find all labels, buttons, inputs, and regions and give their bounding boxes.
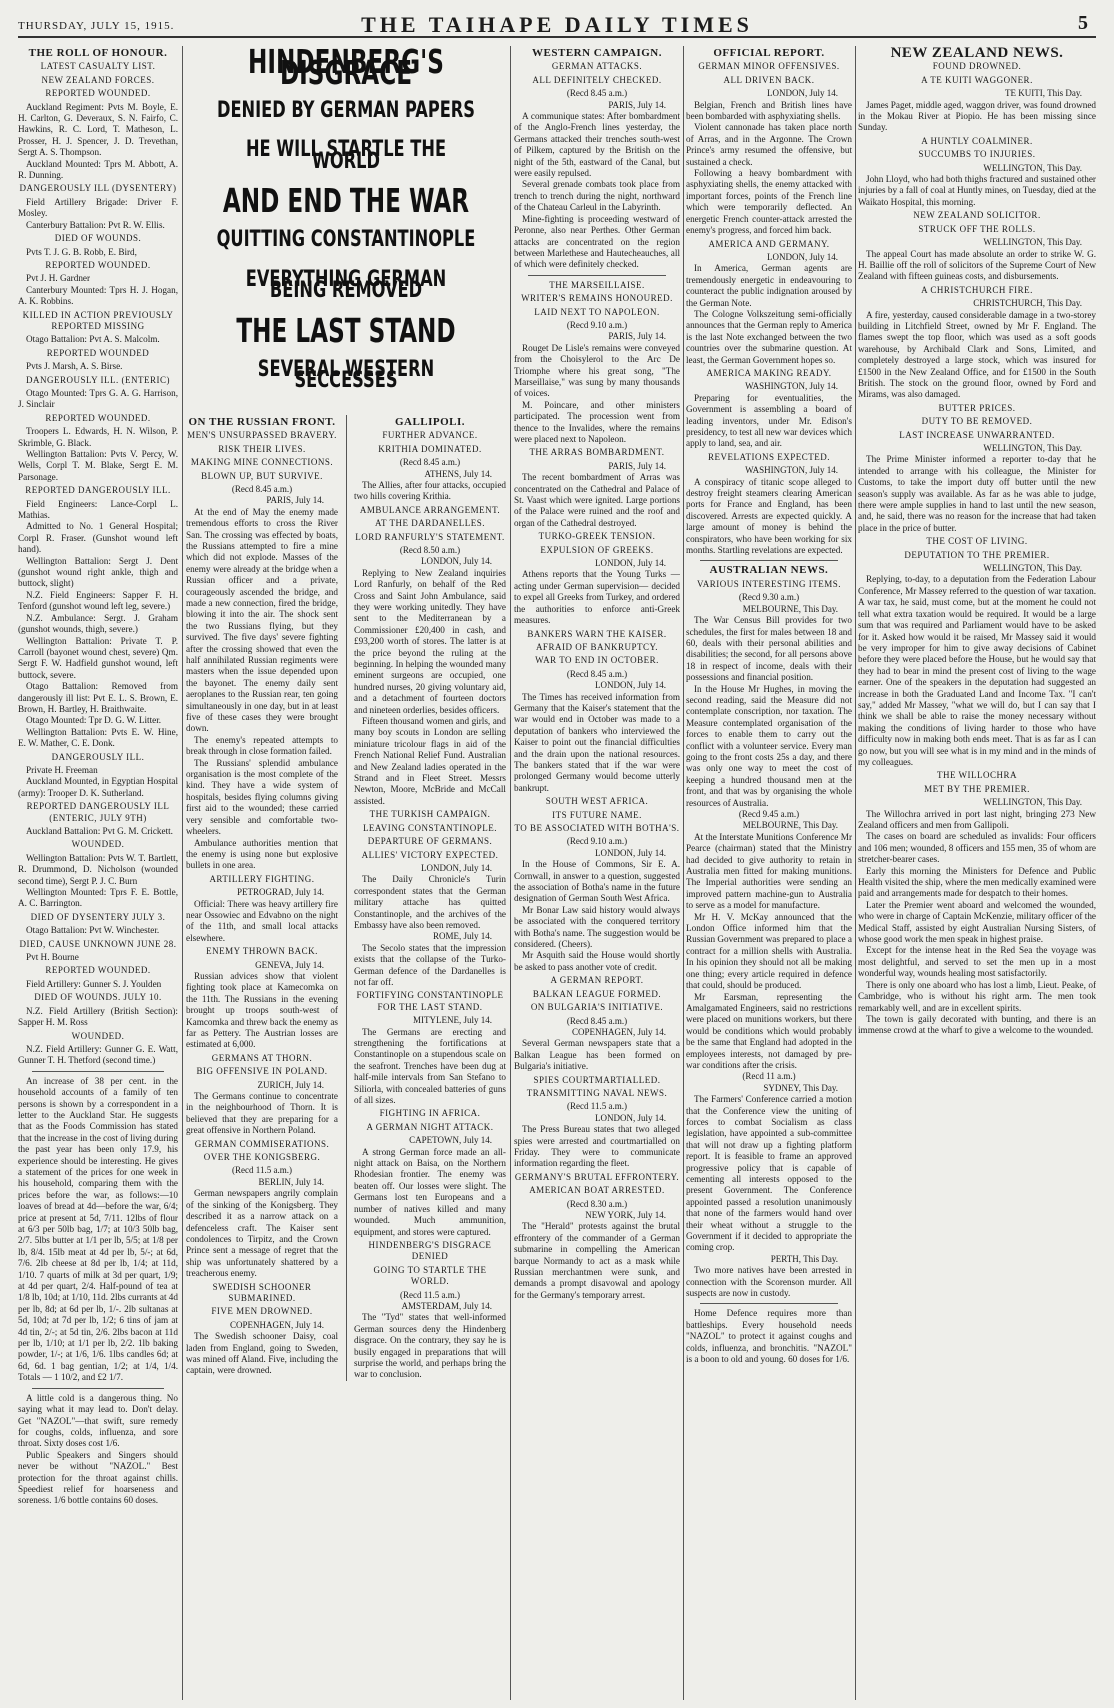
divider — [32, 1388, 164, 1389]
paragraph: James Paget, middle aged, waggon driver, was found drowned in the Mokau River at Piopio. He has been missing since Sunday. — [858, 99, 1096, 133]
paragraph: A fire, yesterday, caused considerable damage in a two-storey building in Litchfield Street, owned by Mr F. England. The flames swept the top floor, which was used as a soft goods warehouse, by Archibald Clark and Sons, Limited, and completely destroyed a large stock, which was insured for £1500 in the New Zealand Office, and for £1500 in the South British. The stock on the ground floor, owned by Ford and Mirams, was also damaged. — [858, 309, 1096, 400]
paragraph: The Secolo states that the impression exists that the collapse of the Turko-German defence of the Dardanelles is not far off. — [354, 942, 506, 987]
subhead: LAST INCREASE UNWARRANTED. — [899, 429, 1055, 440]
paragraph: Several grenade combats took place from trench to trench during the night, northward of the Chateau Carleul in the Labyrinth. — [514, 179, 680, 213]
paragraph: M. Poincare, and other ministers participated. The procession went from thence to the Invalides, where the remains were placed next to Napoleon. — [514, 399, 680, 444]
advertisement: Public Speakers and Singers should never be without "NAZOL." Best protection for the throat against chills. Speediest relief for hoarseness and soreness. 1/6 bottle contains 60 doses. — [18, 1449, 178, 1506]
paragraph: The "Herald" protests against the brutal effrontery of the commander of a German submarine in compelling the American barque Normandy to act as a mask while Russian merchantmen were sunk, and demands a prompt disavowal and apology for the Germany's temporary arrest. — [514, 1221, 680, 1300]
subhead: KILLED IN ACTION PREVIOUSLY REPORTED MISSING — [22, 309, 174, 331]
dateline: (Recd 8.45 a.m.) — [566, 668, 628, 679]
subhead: REVELATIONS EXPECTED. — [708, 451, 830, 462]
paragraph: Field Artillery Brigade: Driver F. Mosley. — [18, 196, 178, 219]
advertisement: Home Defence requires more than battleships. Every household needs "NAZOL" to protect it against coughs and colds, influenza, and bronchitis. "NAZOL" is a boon to old and young. 60 doses for 1/6. — [686, 1308, 852, 1365]
headline: HE WILL STARTLE THE WORLD — [245, 137, 447, 174]
paragraph: Mr Asquith said the House would shortly be asked to pass another vote of credit. — [514, 950, 680, 972]
paragraph: A communique states: After bombardment of the Anglo-French lines yesterday, the Germans attacked their trenches south-west of Pilkem, captured by the British on the night of the 5th, eastward of the Canal, but were easily repulsed. — [514, 111, 680, 179]
place-date: CHRISTCHURCH, This Day. — [973, 298, 1082, 309]
place-date: LONDON, July 14. — [595, 847, 666, 858]
headline: HINDENBERG'S DISGRACE — [248, 46, 444, 93]
column-divider — [510, 46, 511, 1700]
subhead: WRITER'S REMAINS HONOURED. — [521, 293, 673, 304]
subhead: THE ARRAS BOMBARDMENT. — [529, 447, 665, 458]
subhead: AFRAID OF BANKRUPTCY. — [535, 641, 659, 652]
dateline: (Recd 8.45 a.m.) — [231, 483, 293, 494]
subhead: FURTHER ADVANCE. — [382, 430, 478, 441]
paragraph: Mine-fighting is proceeding westward of Peronne, also near Perthes. Other German attacks are concentrated on the region between Marlethese and Hautecheauches, all of which were definitely checked. — [514, 213, 680, 270]
paragraph: The town is gaily decorated with bunting, and there is an immense crowd at the wharf to give a welcome to the wounded. — [858, 1013, 1096, 1036]
paragraph: In the House of Commons, Sir E. A. Cornwall, in answer to a question, suggested the association of Botha's name in the future designation of German South West Africa. — [514, 859, 680, 904]
paragraph: Otago Mounted: Tprs G. A. G. Harrison, J. Sinclair — [18, 387, 178, 410]
dateline: (Recd 11.5 a.m.) — [567, 1101, 627, 1112]
paragraph: A strong German force made an all-night attack on Baisa, on the Northern Rhodesian frontier. The enemy was beaten off. Our losses were slight. The Germans lost ten Europeans and a number of natives killed and many wounded. Much ammunition, equipment, and stores were captured. — [354, 1146, 506, 1237]
subhead: ENEMY THROWN BACK. — [206, 946, 318, 957]
paragraph: Otago Battalion: Pvt W. Winchester. — [26, 925, 160, 936]
subhead: DEPUTATION TO THE PREMIER. — [904, 549, 1050, 560]
dateline: (Recd 8.30 a.m.) — [566, 1198, 628, 1209]
section-title: NEW ZEALAND NEWS. — [890, 46, 1064, 61]
paragraph: The Press Bureau states that two alleged spies were arrested and courtmartialled on Friday. They were to communicate information regarding the fleet. — [514, 1124, 680, 1169]
paragraph: Violent cannonade has taken place north of Arras, and in the Argonne. The Crown Prince's army resumed the offensive, but sustained a check. — [686, 122, 852, 167]
paragraph: In the House Mr Hughes, in moving the second reading, said the Measure did not contemplate conscription, nor taxation. The Measure contemplated organisation of the forces to enable them to carry out the conflict with a volunteer service. Every man going to the front costs 25s a day, and there was only one way to meet the cost of keeping a hundred thousand men at the front, and that was by organising the whole resources of Australia. — [686, 683, 852, 808]
paragraph: Auckland Regiment: Pvts M. Boyle, E. H. Carlton, G. Deveraux, S. N. Fairfo, C. Hawkins, R. C. Lord, T. Matheson, L. Prosser, H. J. Spencer, J. D. Trevethan, Sergt A. S. Thompson. — [18, 101, 178, 158]
paragraph: Ambulance authorities mention that the enemy is using none but explosive bullets in one area. — [186, 837, 338, 871]
paragraph: At the end of May the enemy made tremendous efforts to cross the River San. The crossing was effected by boats, the Russians attempted to fire a mine which did not explode. Masses of the enemy were already at the bridge when a Russian officer and a private, courageously ascended the bridge, and made a new connection, fired the bridge, blowing it into the air. The shock sent the two Russians flying, but they survived. The five days' severe fighting after the crossing showed that even the half annihilated Russian regiments were masters when the issue depended upon the bayonet. The enemy daily sent aeroplanes to the Russian rear, ten going simultaneously in one day, but in at least five of these cases they were brought down. — [186, 506, 338, 734]
paragraph: The Cologne Volkszeitung semi-officially announces that the German reply to America is the last Note exchanged between the two countries over the submarine question. At least, the German Government hopes so. — [686, 308, 852, 365]
column-western-campaign — [514, 46, 680, 1700]
subhead: BLOWN UP, BUT SURVIVE. — [201, 470, 323, 481]
section-title: GALLIPOLI. — [394, 415, 466, 428]
place-date: GENEVA, July 14. — [255, 959, 324, 970]
paragraph: The Times has received information from Germany that the Kaiser's statement that the war would end in October was made to a deputation of bankers who interviewed the Kaiser to point out the financial difficulties and the drain upon the national resources. The bankers stated that if the war were prolonged Germany would become utterly bankrupt. — [514, 691, 680, 793]
place-date: MELBOURNE, This Day. — [742, 820, 838, 831]
paragraph: John Lloyd, who had both thighs fractured and sustained other injuries by a fall of coal at Huntly mines, on Tuesday, died at the Waikato Hospital, this morning. — [858, 174, 1096, 207]
subhead: THE WILLOCHRA — [936, 770, 1018, 781]
paragraph: At the Interstate Munitions Conference Mr Pearce (chairman) stated that the Ministry had decided to give authority to retain in Australia men fitted for making munitions. The Imperial authorities were sending an improved pattern machine-gun to Australia to serve as a model for manufacture. — [686, 831, 852, 911]
place-date: LONDON, July 14. — [595, 558, 666, 569]
place-date: ZURICH, July 14. — [257, 1079, 324, 1090]
subhead: ARTILLERY FIGHTING. — [209, 873, 315, 884]
paragraph: Russian advices show that violent fighting took place at Kamecomka on the 11th. The Russians in the evening brought up troops south-west of Kamcomka and threw back the enemy as far as Pettery. The Austrian losses are estimated at 6,000. — [186, 970, 338, 1050]
subhead: REPORTED WOUNDED. — [45, 965, 151, 976]
paragraph: Mr Bonar Law said history would always be associated with the conquered territory with Botha's name. The suggestion would be considered. (Cheers). — [514, 904, 680, 950]
russian-front-column — [186, 415, 338, 1381]
place-date: WELLINGTON, This Day. — [983, 237, 1082, 248]
paragraph: Pvts J. Marsh, A. S. Birse. — [26, 361, 123, 372]
paragraph: Wellington Battalion: Private T. P. Carroll (bayonet wound chest, severe) Qm. Sergt F. W. Hadfield gunshot wound, left buttock, severe. — [18, 635, 178, 680]
place-date: COPENHAGEN, July 14. — [229, 1319, 324, 1330]
subhead: ON BULGARIA'S INITIATIVE. — [530, 1002, 664, 1013]
paragraph: Fifteen thousand women and girls, and many boy scouts in London are selling miniature tricolour flags in aid of the French National Relief Fund. Australian and New Zealand ladies operated in the Strand and in Fleet Street. Messrs Newton, Moore, McBride and McCall assisted. — [354, 716, 506, 806]
place-date: WASHINGTON, July 14. — [745, 381, 838, 392]
place-date: TE KUITI, This Day. — [1005, 88, 1082, 99]
issue-date: THURSDAY, JULY 15, 1915. — [18, 20, 175, 32]
subhead: LATEST CASUALTY LIST. — [40, 61, 156, 72]
column-roll-of-honour — [18, 46, 178, 1700]
headline: THE LAST STAND — [236, 310, 456, 350]
divider — [700, 560, 838, 561]
paragraph: The Willochra arrived in port last night, bringing 273 New Zealand officers and men from Gallipoli. — [858, 808, 1096, 830]
paragraph: The Germans continue to concentrate in the neighbourhood of Thorn. It is believed that they are preparing for a great offensive in Northern Poland. — [186, 1091, 338, 1136]
subhead: FIGHTING IN AFRICA. — [379, 1108, 481, 1119]
headline: SEVERAL WESTERN SECCESSES — [257, 357, 435, 394]
paragraph: Replying to New Zealand inquiries Lord Ranfurly, on behalf of the Red Cross and Saint John Ambulance, said they were working unitedly. They have sent to the Mediterranean by a Commissioner £20,400 in cash, and £93,200 worth of stores. The latter is at the price beyond the ruling at the beginning. In helping the wounded many eminent surgeons are occupied, one hundred nurses, 20 giving voluntary aid, and a detachment of fourteen doctors and nineteen orderlies, besides officers. — [354, 567, 506, 715]
paragraph: There is only one aboard who has lost a limb, Lieut. Peake, of Cambridge, who is without his right arm. The men took remarkably well, and are in excellent spirits. — [858, 979, 1096, 1013]
subhead: EXPULSION OF GREEKS. — [540, 544, 654, 555]
dateline: (Recd 9.30 a.m.) — [738, 592, 800, 603]
paragraph: Private H. Freeman — [26, 764, 98, 775]
paragraph: The enemy's repeated attempts to break through in close formation failed. — [186, 734, 338, 757]
subhead: THE MARSEILLAISE. — [549, 279, 645, 290]
place-date: PARIS, July 14. — [266, 495, 324, 506]
dateline: (Recd 8.45 a.m.) — [399, 457, 461, 468]
paragraph: Following a heavy bombardment with asphyxiating shells, the enemy attacked with important forces, points of the French line which were temporarily deflected. An energetic French counter-attack arrested the enemy's progress, and forced him back. — [686, 168, 852, 236]
subhead: GERMAN MINOR OFFENSIVES. — [698, 61, 840, 72]
paragraph: Field Artillery: Gunner S. J. Youlden — [26, 978, 162, 989]
divider — [528, 275, 666, 276]
subhead: MEN'S UNSURPASSED BRAVERY. — [187, 430, 337, 441]
place-date: SYDNEY, This Day. — [763, 1082, 838, 1093]
column-divider — [182, 46, 183, 1700]
divider — [700, 1303, 838, 1304]
subhead: REPORTED WOUNDED. — [45, 88, 151, 99]
place-date: ATHENS, July 14. — [424, 468, 492, 479]
paragraph: Auckland Mounted: Tprs M. Abbott, A. R. Dunning. — [18, 158, 178, 181]
page-number: 5 — [1078, 12, 1088, 34]
paragraph: N.Z. Field Engineers: Sapper F. H. Tenford (gunshot wound left leg, severe.) — [18, 589, 178, 612]
subhead: BIG OFFENSIVE IN POLAND. — [196, 1066, 328, 1077]
subhead: A GERMAN REPORT. — [550, 975, 644, 986]
subhead: ALL DEFINITELY CHECKED. — [532, 74, 662, 85]
column-divider — [855, 46, 856, 1700]
subhead: DANGEROUSLY ILL (DYSENTERY) — [19, 183, 177, 194]
place-date: LONDON, July 14. — [767, 251, 838, 262]
paragraph: The Farmers' Conference carried a motion that the Conference view the uniting of forces to combat Socialism as class legislation, have appointed a sub-committee that will not draw up a fighting platform report. It is feasible to frame an approved progressive policy that is capable of cementing all interests opposed to the present Government. The Conference appointed passed a resolution unanimously that none of the farmers would hand over their wheat without a struggle to the Government if it decided to appropriate the coming crop. — [686, 1094, 852, 1253]
place-date: PARIS, July 14. — [608, 331, 666, 342]
subhead: WOUNDED. — [71, 839, 125, 850]
subhead: GOING TO STARTLE THE WORLD. — [373, 1264, 487, 1287]
paragraph: Canterbury Mounted: Tprs H. J. Hogan, A. K. Robbins. — [18, 284, 178, 307]
paragraph: Athens reports that the Young Turks —acting under German supervision— decided to expel all Greeks from Turkey, and ordered the authorities to enforce anti-Greek measures. — [514, 569, 680, 626]
dateline: (Recd 9.45 a.m.) — [738, 809, 800, 819]
subhead: DEPARTURE OF GERMANS. — [367, 836, 493, 847]
subhead: GERMAN ATTACKS. — [551, 61, 643, 72]
subhead: THE COST OF LIVING. — [926, 536, 1028, 547]
subhead: TURKO-GREEK TENSION. — [538, 531, 656, 542]
paragraph: German newspapers angrily complain of the sinking of the Konigsberg. They described it as a narrow attack on a defenceless craft. The Kaiser sent condolences to Tirpitz, and the Crown Prince sent a message of regret that the ship was unfortunately shattered by a treacherous enemy. — [186, 1188, 338, 1279]
paragraph: Belgian, French and British lines have been bombarded with asphyxiating shells. — [686, 99, 852, 122]
place-date: LONDON, July 14. — [595, 680, 666, 691]
place-date: WELLINGTON, This Day. — [983, 443, 1082, 453]
subhead: TRANSMITTING NAVAL NEWS. — [526, 1087, 668, 1098]
subhead: LAID NEXT TO NAPOLEON. — [534, 306, 660, 317]
section-title: ON THE RUSSIAN FRONT. — [188, 415, 336, 428]
paragraph: Mr H. V. McKay announced that the London Office informed him that the Russian Government was prepared to place a contract for a million shells with Australia. In his opinion they should not all be making one thing; every article required in defence that could, should be produced. — [686, 911, 852, 991]
subhead: FIVE MEN DROWNED. — [211, 1306, 313, 1317]
paragraph: Rouget De Lisle's remains were conveyed from the Choisylerol to the Arc De Triomphe where his great song, "The Marseillaise," was sung by many thousands of voices. — [514, 342, 680, 399]
subhead: ITS FUTURE NAME. — [552, 809, 642, 820]
subhead: MET BY THE PREMIER. — [924, 783, 1030, 794]
paragraph: N.Z. Ambulance: Sergt. J. Graham (gunshot wounds, thigh, severe.) — [18, 612, 178, 635]
place-date: MITYLENE, July 14. — [413, 1015, 492, 1026]
subhead: REPORTED WOUNDED. — [45, 259, 151, 270]
paragraph: Pvts T. J. G. B. Robb, E. Bird, — [26, 246, 137, 257]
dateline: (Recd 9.10 a.m.) — [566, 836, 628, 847]
paragraph: The War Census Bill provides for two schedules, the first for males between 18 and 60, deals with their personal abilities and disabilities; the second, for all persons above 18 in respect of income, deals with their possessions and financial position. — [686, 615, 852, 683]
dateline: (Recd 8.50 a.m.) — [399, 544, 461, 555]
dateline: (Recd 11.5 a.m.) — [232, 1165, 292, 1176]
war-news-body — [186, 415, 506, 1381]
paragraph: The Allies, after four attacks, occupied two hills covering Krithia. — [354, 479, 506, 502]
subhead: ALLIES' VICTORY EXPECTED. — [361, 849, 499, 860]
subhead: ALL DRIVEN BACK. — [723, 74, 815, 85]
place-date: BERLIN, July 14. — [258, 1176, 324, 1187]
section-title: AUSTRALIAN NEWS. — [709, 564, 829, 577]
paragraph: Two more natives have been arrested in connection with the Scorenson murder. All suspects are now in custody. — [686, 1265, 852, 1299]
subhead: A CHRISTCHURCH FIRE. — [921, 284, 1033, 295]
paragraph: Canterbury Battalion: Pvt R. W. Ellis. — [26, 219, 165, 230]
gallipoli-column — [346, 415, 506, 1381]
paragraph: In America, German agents are tremendously energetic in endeavouring to counteract the public indignation aroused by the German Note. — [686, 263, 852, 308]
subhead: HINDENBERG'S DISGRACE DENIED — [368, 1239, 492, 1262]
paragraph: Mr Earsman, representing the Amalgamated Engineers, said no restrictions were placed on munitions workers, but there would be conditions which would probably be the same that England had adopted in the employees interests, not damaged by pre-war conditions after the crisis. — [686, 991, 852, 1070]
paragraph: The "Tyd" states that well-informed German sources deny the Hindenberg disgrace. On the contrary, they say he is busily engaged in preparations that will surprise the world, and perhaps bring the war to conclusion. — [354, 1312, 506, 1380]
subhead: BALKAN LEAGUE FORMED. — [532, 988, 662, 999]
paragraph: Later the Premier went aboard and welcomed the wounded, who were in charge of Captain McKenzie, military officer of the Medical Staff, assisted by eight Australian Nursing Sisters, of whose good work the men speak in highest praise. — [858, 899, 1096, 945]
newspaper-title: THE TAIHAPE DAILY TIMES — [361, 12, 753, 37]
subhead: AT THE DARDANELLES. — [375, 518, 485, 529]
paragraph: Official: There was heavy artillery fire near Ossowiec and Edvabno on the night of the 11th, and small local attacks elsewhere. — [186, 898, 338, 943]
subhead: A HUNTLY COALMINER. — [921, 135, 1033, 146]
place-date: LONDON, July 14. — [421, 862, 492, 873]
subhead: STRUCK OFF THE ROLLS. — [918, 223, 1036, 234]
place-date: WASHINGTON, July 14. — [745, 465, 838, 476]
column-official-report — [686, 46, 852, 1700]
subhead: NEW ZEALAND FORCES. — [41, 74, 155, 85]
subhead: A TE KUITI WAGGONER. — [921, 74, 1033, 85]
subhead: WAR TO END IN OCTOBER. — [535, 655, 659, 666]
place-date: WELLINGTON, This Day. — [983, 797, 1082, 808]
subhead: SUCCUMBS TO INJURIES. — [918, 149, 1036, 160]
place-date: COPENHAGEN, July 14. — [571, 1026, 666, 1037]
advertisement: A little cold is a dangerous thing. No saying what it may lead to. Don't delay. Get "NAZOL"—that swift, sure remedy for coughs, colds, influenza, and sore throat. Sixty doses cost 1/6. — [18, 1392, 178, 1449]
place-date: LONDON, July 14. — [421, 556, 492, 567]
place-date: LONDON, July 14. — [767, 88, 838, 99]
place-date: PARIS, July 14. — [608, 99, 666, 110]
subhead: LORD RANFURLY'S STATEMENT. — [355, 531, 505, 542]
headline: QUITTING CONSTANTINOPLE — [216, 227, 476, 253]
paragraph: Field Engineers: Lance-Corpl L. Mathias. — [18, 498, 178, 521]
divider — [32, 1071, 164, 1072]
place-date: PARIS, July 14. — [608, 460, 666, 471]
subhead: BUTTER PRICES. — [938, 402, 1016, 413]
paragraph: The appeal Court has made absolute an order to strike W. G. H. Baillie off the roll of solicitors of the Supreme Court of New Zealand with fifteen guineas costs, and disbursements. — [858, 248, 1096, 282]
subhead: MAKING MINE CONNECTIONS. — [190, 457, 334, 468]
paragraph: Several German newspapers state that a Balkan League has been formed on Bulgaria's initiative. — [514, 1038, 680, 1072]
headline: AND END THE WAR — [222, 181, 470, 221]
paragraph: Wellington Battalion: Pvts V. Percy, W. Wells, Corpl T. M. Blake, Sergt E. M. Parsonage. — [18, 449, 178, 482]
place-date: PERTH, This Day. — [770, 1253, 838, 1264]
paragraph: The Germans are erecting and strengthening the fortifications at Constantinople on a stupendous scale on the seafront. Trenches have been dug at half-mile intervals from San Stefano to Siliorla, with concealed batteries of guns of all sizes. — [354, 1026, 506, 1106]
subhead: DIED OF WOUNDS. — [54, 233, 142, 244]
paragraph: The recent bombardment of Arras was concentrated on the Cathedral and Palace of St. Vaast which were ignited. Large portions of the Palace were ruined and the roof and organ of the Cathedral destroyed. — [514, 472, 680, 528]
subhead: DANGEROUSLY ILL. — [51, 751, 145, 762]
subhead: AMERICA MAKING READY. — [706, 367, 832, 378]
subhead: DIED, CAUSE UNKNOWN JUNE 28. — [19, 938, 177, 949]
subhead: LEAVING CONSTANTINOPLE. — [362, 822, 498, 833]
paragraph: Auckland Mounted, in Egyptian Hospital (army): Trooper D. K. Sutherland. — [18, 776, 178, 798]
paragraph: Pvt J. H. Gardner — [26, 273, 91, 284]
paragraph: Replying, to-day, to a deputation from the Federation Labour Conference, Mr Massey referred to the question of war taxation. A war tax, he said, must come, but at the moment he could not tell what extra taxation would be required. It would be a large sum that was required and Parliament would have to be asked for it. Asked how would it be raised, Mr Massey said it would be very improper for him to give away decisions of Cabinet before they were placed before the House, but he would say that they had to bear in mind the present cost of living to the wage earner. One of the speakers in the deputation had suggested an increase in both the Graduated Land and Income Tax. "I can't say," added Mr Massey, "what we will do, but I can say that I think we shall be able to raise the money necessary without making the conditions of living harder to those who have difficulty now in making both ends meet. That is as far as I can go now, but you will see what is in my mind and in the minds of my colleagues. — [858, 574, 1096, 767]
subhead: DANGEROUSLY ILL. (ENTERIC) — [26, 374, 170, 385]
headline: DENIED BY GERMAN PAPERS — [216, 97, 475, 123]
subhead: VARIOUS INTERESTING ITEMS. — [696, 578, 842, 589]
paragraph: The Daily Chronicle's Turin correspondent states that the German military attache has quitted Constantinople, and the archives of the Embassy have also been removed. — [354, 874, 506, 930]
place-date: NEW YORK, July 14. — [585, 1210, 666, 1220]
subhead: SOUTH WEST AFRICA. — [545, 796, 649, 807]
subhead: AMERICA AND GERMANY. — [708, 238, 830, 249]
paragraph: Admitted to No. 1 General Hospital; Corpl R. Fraser. (Gunshot wound left hand). — [18, 521, 178, 555]
section-title: OFFICIAL REPORT. — [713, 47, 825, 59]
dateline: (Recd 9.10 a.m.) — [566, 319, 628, 330]
column-war-headlines — [186, 46, 506, 1700]
subhead: FORTIFYING CONSTANTINOPLE FOR THE LAST STAND. — [356, 990, 504, 1012]
section-title: THE ROLL OF HONOUR. — [28, 47, 168, 59]
dateline: (Recd 11 a.m.) — [742, 1071, 796, 1082]
subhead: FOUND DROWNED. — [932, 61, 1022, 72]
paragraph: Wellington Battalion: Pvts E. W. Hine, E. W. Mather, C. E. Donk. — [18, 726, 178, 749]
paragraph: Preparing for eventualities, the Government is assembling a board of leading inventors, under Mr. Edison's presidency, to test all new war devices which apply to land, sea, and air. — [686, 392, 852, 449]
paragraph: The Swedish schooner Daisy, coal laden from England, going to Sweden, was mined off Aland. Five, including the captain, were drowned. — [186, 1331, 338, 1376]
subhead: GERMANY'S BRUTAL EFFRONTERY. — [514, 1171, 680, 1182]
subhead: NEW ZEALAND SOLICITOR. — [913, 210, 1041, 221]
place-date: MELBOURNE, This Day. — [742, 603, 838, 614]
paragraph: Auckland Battalion: Pvt G. M. Crickett. — [26, 826, 173, 836]
place-date: CAPETOWN, July 14. — [409, 1135, 492, 1146]
subhead: DUTY TO BE REMOVED. — [921, 416, 1033, 427]
paragraph: N.Z. Field Artillery (British Section): Sapper H. M. Ross — [18, 1005, 178, 1028]
subhead: GERMAN COMMISERATIONS. — [194, 1138, 330, 1149]
subhead: SWEDISH SCHOONER SUBMARINED. — [212, 1281, 312, 1303]
section-title: WESTERN CAMPAIGN. — [532, 47, 662, 59]
dateline: (Recd 8.45 a.m.) — [566, 1015, 628, 1026]
headline: EVERYTHING GERMAN BEING REMOVED — [245, 266, 447, 304]
paragraph: The Prime Minister informed a reporter to-day that he intended to arrange with his colleague, the Minister for Customs, to take the import duty off butter until the new season's supply was available. As far as he was able to judge, there were ample supplies in hand to last until the new season, and, he said, there was no reason for the increase that had taken place in the price of butter. — [858, 454, 1096, 533]
place-date: WELLINGTON, This Day. — [983, 563, 1082, 574]
subhead: WOUNDED. — [71, 1030, 125, 1041]
subhead: REPORTED DANGEROUSLY ILL (ENTERIC, JULY 9TH) — [26, 801, 170, 823]
subhead: SPIES COURTMARTIALLED. — [533, 1074, 661, 1085]
place-date: ROME, July 14. — [432, 931, 492, 942]
paragraph: Otago Mounted: Tpr D. G. W. Litter. — [26, 715, 162, 726]
subhead: AMERICAN BOAT ARRESTED. — [529, 1185, 665, 1196]
subhead: RISK THEIR LIVES. — [218, 443, 306, 454]
subhead: REPORTED WOUNDED. — [45, 412, 151, 423]
place-date: LONDON, July 14. — [595, 1112, 666, 1123]
subhead: DIED OF DYSENTERY JULY 3. — [30, 911, 166, 922]
subhead: TO BE ASSOCIATED WITH BOTHA'S. — [514, 823, 680, 833]
masthead — [18, 8, 1096, 38]
paragraph: Otago Battalion: Pvt A. S. Malcolm. — [26, 334, 160, 345]
paragraph: A conspiracy of titanic scope alleged to destroy freight steamers clearing American ports for France and England, has been discovered. Arrests are expected quickly. A large amount of money is behind the conspirators, who have been working for six months. Startling revelations are expected. — [686, 476, 852, 556]
subhead: A GERMAN NIGHT ATTACK. — [366, 1121, 494, 1132]
subhead: GERMANS AT THORN. — [211, 1052, 313, 1063]
dateline: (Recd 11.5 a.m.) — [400, 1289, 460, 1300]
paragraph: Otago Battalion: Removed from dangerously ill list: Pvt E. L. S. Brown, E. Brown, H. Bartley, H. Braithwaite. — [18, 681, 178, 714]
subhead: OVER THE KONIGSBERG. — [203, 1152, 321, 1163]
subhead: KRITHIA DOMINATED. — [378, 443, 482, 454]
column-divider — [683, 46, 684, 1700]
paragraph: Troopers L. Edwards, H. N. Wilson, P. Skrimble, G. Black. — [18, 426, 178, 448]
subhead: AMBULANCE ARRANGEMENT. — [359, 504, 501, 515]
subhead: DIED OF WOUNDS. JULY 10. — [34, 992, 162, 1003]
subhead: REPORTED WOUNDED — [46, 347, 150, 358]
paragraph: Wellington Battalion: Pvts W. T. Bartlett, R. Drummond, D. Nicholson (wounded second time), Sergt P. J. C. Burn — [18, 852, 178, 886]
paragraph: Except for the intense heat in the Red Sea the voyage was most delightful, and served to set the men up in a most wonderful way, wounds healing most satisfactorily. — [858, 945, 1096, 979]
paragraph: Pvt H. Bourne — [26, 952, 79, 963]
place-date: WELLINGTON, This Day. — [983, 162, 1082, 173]
paragraph: Wellington Mounted: Tprs F. E. Bottle, A. C. Barrington. — [18, 887, 178, 909]
subhead: BANKERS WARN THE KAISER. — [527, 628, 667, 639]
paragraph: Wellington Battalion: Sergt J. Dent (gunshot wound right ankle, thigh and buttock, slight) — [18, 555, 178, 589]
paragraph: N.Z. Field Artillery: Gunner G. E. Watt, Gunner T. H. Thetford (second time.) — [18, 1043, 178, 1066]
paragraph: The Russians' splendid ambulance organisation is the most complete of the kind. They have a wide system of hospitals, besides flying columns giving first aid to the wounded; these carried very sensible and comfortable two-wheelers. — [186, 757, 338, 837]
place-date: PETROGRAD, July 14. — [236, 887, 324, 898]
dateline: (Recd 8.45 a.m.) — [566, 88, 628, 99]
column-new-zealand-news — [858, 46, 1096, 1700]
subhead: THE TURKISH CAMPAIGN. — [369, 809, 491, 820]
paragraph: An increase of 38 per cent. in the household accounts of a family of ten persons is shown by a correspondent in a letter to the Auckland Star. He suggests that as the Foods Commission has stated that the increase in the cost of living during the past year has been only 17.9, his experience should be interesting. He gives a statement of the prices for one week in his household, comparing them with the prices before the war, as follows:—10 loaves of bread at 4d—before the war, 6/4; price at present at 5d, 7/11. 12lbs of flour at 6/3 per 50lb bag, 1/7; at 10/3 50lb bag, 2/7. 5lbs butter at 1/1 per lb, 5/5; at 1/8 per lb, 8/4. 15lb meat at 4d per lb, 5/-; at 6d, 7/6. 2lb cheese at 8d per lb, 1/4; at 11d, 1/10. 7 quarts of milk at 3d per quart, 1/9; at 4d per quart, 2/4. Half-pound of tea at 1/8 lb, 10d; at 1/10, 11d. 2lbs currants at 4d per lb, 8d; at 6d per lb, 1/-. 2lb sultanas at 5d, 10d; at 7d per lb, 1/2; 6 tins of jam at 4d tin, 2/-; at 5d tin, 2/6. 2lbs bacon at 11d per lb, 1/10; at 1/1 per lb, 2/2. 1lb baking powder, 1/-; at 1/6, 1/6. 1lbs candles 6d; at 6d, 6d. 1 bag gentian, 1/2; at 1/4, 1/4. Totals — 1 10/2, and £2 1/7. — [18, 1075, 178, 1383]
paragraph: Early this morning the Ministers for Defence and Public Health visited the ship, where the men medically examined were paid and arrangements made for despatch to their homes. — [858, 865, 1096, 899]
paragraph: The cases on board are scheduled as invalids: Four officers and 106 men; wounded, 8 officers and 155 men, 35 of whom are stretcher-bearer cases. — [858, 831, 1096, 865]
place-date: AMSTERDAM, July 14. — [401, 1300, 492, 1311]
subhead: REPORTED DANGEROUSLY ILL. — [25, 485, 171, 496]
